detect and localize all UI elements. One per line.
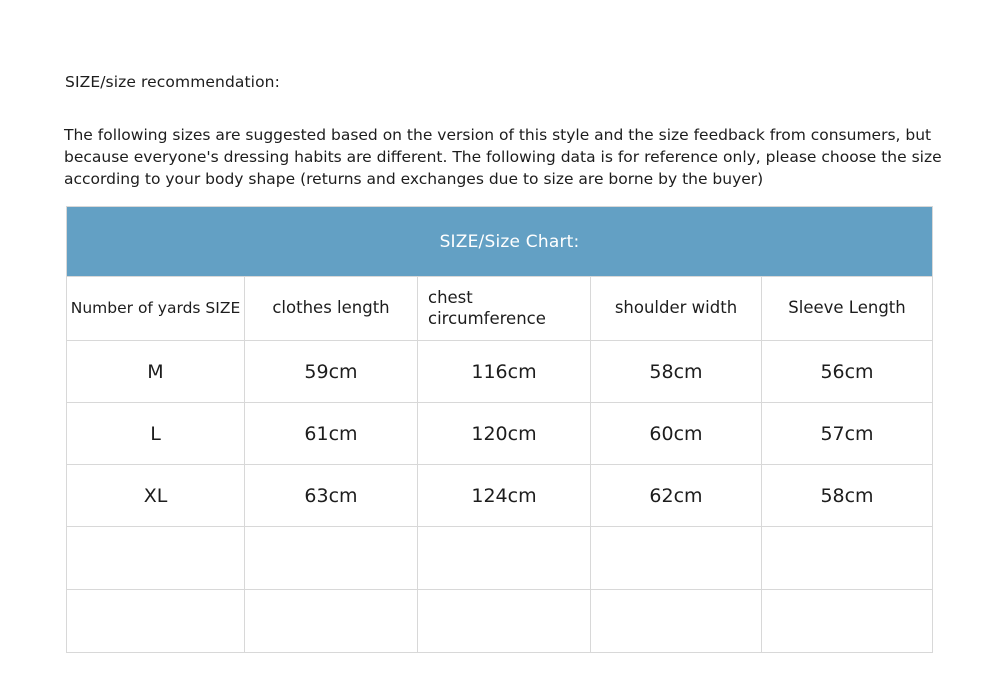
- size-table: [66, 206, 933, 653]
- cell-chest-circumference: 124cm: [418, 465, 591, 527]
- cell-size: XL: [67, 465, 245, 527]
- cell-sleeve-length: 57cm: [762, 403, 933, 465]
- cell-shoulder-width: 58cm: [591, 341, 762, 403]
- cell-clothes-length: 63cm: [245, 465, 418, 527]
- cell-clothes-length: 61cm: [245, 403, 418, 465]
- cell-empty: [67, 527, 245, 590]
- cell-empty: [762, 527, 933, 590]
- intro-paragraph: The following sizes are suggested based on the version of this style and the size feedback from consumers, but because everyone's dressing habits are different. The following data is for reference only, please choose the size according to your body shape (returns and exchanges due to size are borne by the buyer): [64, 126, 942, 188]
- cell-clothes-length: 59cm: [245, 341, 418, 403]
- cell-empty: [418, 590, 591, 653]
- size-table-container: [66, 206, 932, 653]
- cell-shoulder-width: 60cm: [591, 403, 762, 465]
- table-row-empty: [67, 590, 933, 653]
- table-header-row: [67, 277, 933, 341]
- cell-sleeve-length: 58cm: [762, 465, 933, 527]
- table-row: [67, 403, 933, 465]
- table-row-empty: [67, 527, 933, 590]
- cell-empty: [67, 590, 245, 653]
- cell-chest-circumference: 116cm: [418, 341, 591, 403]
- table-banner-cell: [67, 207, 933, 277]
- cell-chest-circumference: 120cm: [418, 403, 591, 465]
- cell-shoulder-width: 62cm: [591, 465, 762, 527]
- cell-empty: [245, 590, 418, 653]
- column-header-size: Number of yards SIZE: [67, 277, 245, 341]
- cell-empty: [591, 527, 762, 590]
- table-row: [67, 341, 933, 403]
- page-title: SIZE/size recommendation:: [65, 73, 280, 91]
- table-banner-label: SIZE/Size Chart:: [439, 231, 580, 252]
- column-header-clothes-length: clothes length: [245, 277, 418, 341]
- cell-empty: [418, 527, 591, 590]
- cell-empty: [245, 527, 418, 590]
- cell-size: L: [67, 403, 245, 465]
- cell-sleeve-length: 56cm: [762, 341, 933, 403]
- column-header-shoulder-width: shoulder width: [591, 277, 762, 341]
- cell-empty: [762, 590, 933, 653]
- table-banner-row: [67, 207, 933, 277]
- table-row: [67, 465, 933, 527]
- cell-size: M: [67, 341, 245, 403]
- cell-empty: [591, 590, 762, 653]
- column-header-sleeve-length: Sleeve Length: [762, 277, 933, 341]
- column-header-chest-circumference: chest circumference: [418, 277, 591, 341]
